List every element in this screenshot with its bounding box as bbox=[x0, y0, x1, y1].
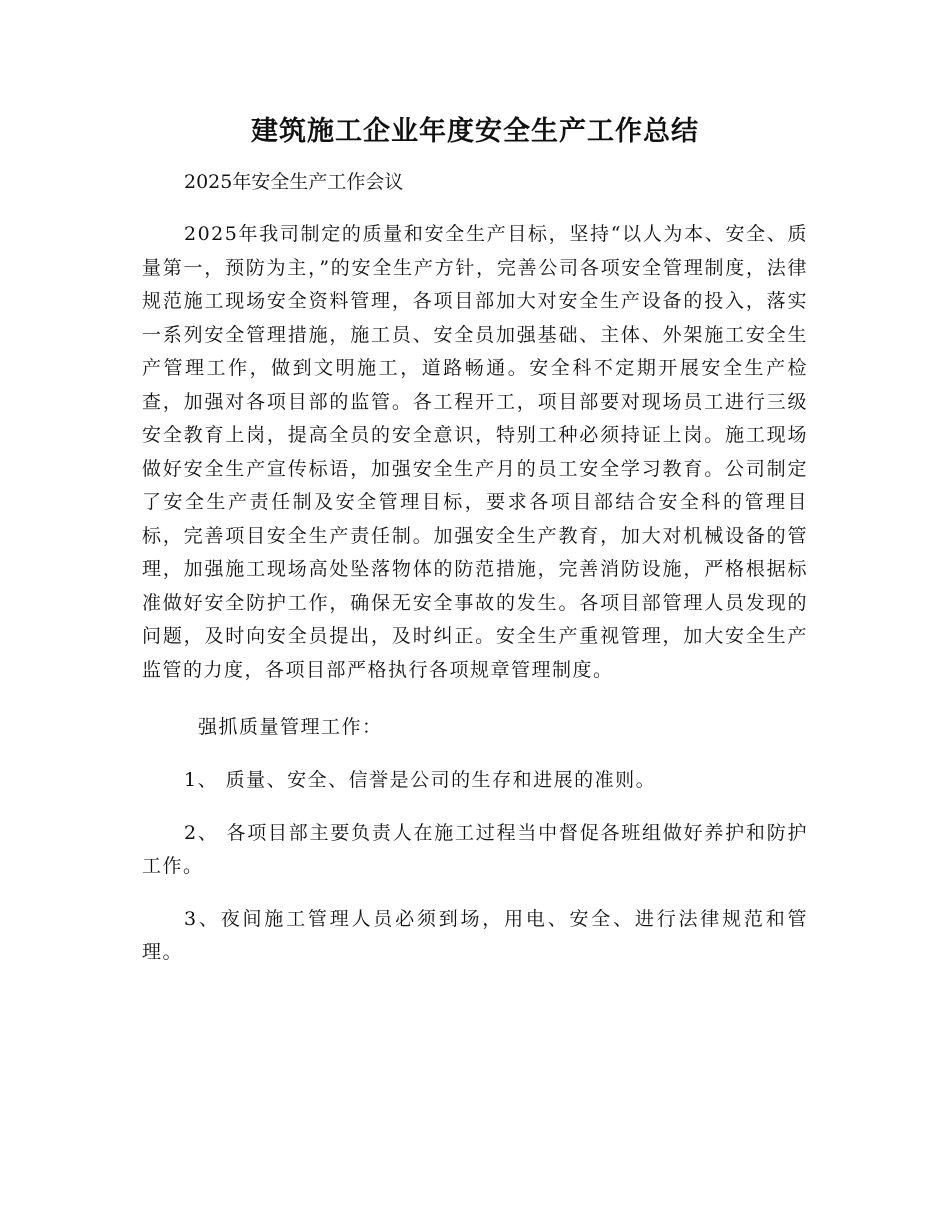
document-title: 建筑施工企业年度安全生产工作总结 bbox=[251, 116, 699, 147]
list-item-1: 1、 质量、安全、信誉是公司的生存和进展的准则。 bbox=[184, 769, 657, 791]
list-item-2: 2、 各项目部主要负责人在施工过程当中督促各班组做好养护和防护工作。 bbox=[142, 822, 808, 877]
section-heading: 强抓质量管理工作： bbox=[198, 716, 383, 738]
document-subtitle: 2025年安全生产工作会议 bbox=[184, 171, 404, 193]
list-item-3: 3、夜间施工管理人员必须到场，用电、安全、进行法律规范和管理。 bbox=[142, 908, 808, 963]
body-paragraph: 2025年我司制定的质量和安全生产目标，坚持“以人为本、安全、质量第一，预防为主，”的安全生产方针，完善公司各项安全管理制度，法律规范施工现场安全资料管理，各项目部加大对安全生产设备的投入，落实一系列安全管理措施，施工员、安全员加强基础、主体、外架施工安全生产管理工作，做到文明施工，道路畅通。安全科不定期开展安全生产检查，加强对各项目部的监管。各工程开工，项目部要对现场员工进行三级安全教育上岗，提高全员的安全意识，特别工种必须持证上岗。施工现场做好安全生产宣传标语，加强安全生产月的员工安全学习教育。公司制定了安全生产责任制及安全管理目标，要求各项目部结合安全科的管理目标，完善项目安全生产责任制。加强安全生产教育，加大对机械设备的管理，加强施工现场高处坠落物体的防范措施，完善消防设施，严格根据标准做好安全防护工作，确保无安全事故的发生。各项目部管理人员发现的问题，及时向安全员提出，及时纠正。安全生产重视管理，加大安全生产监管的力度，各项目部严格执行各项规章管理制度。 bbox=[142, 223, 808, 681]
